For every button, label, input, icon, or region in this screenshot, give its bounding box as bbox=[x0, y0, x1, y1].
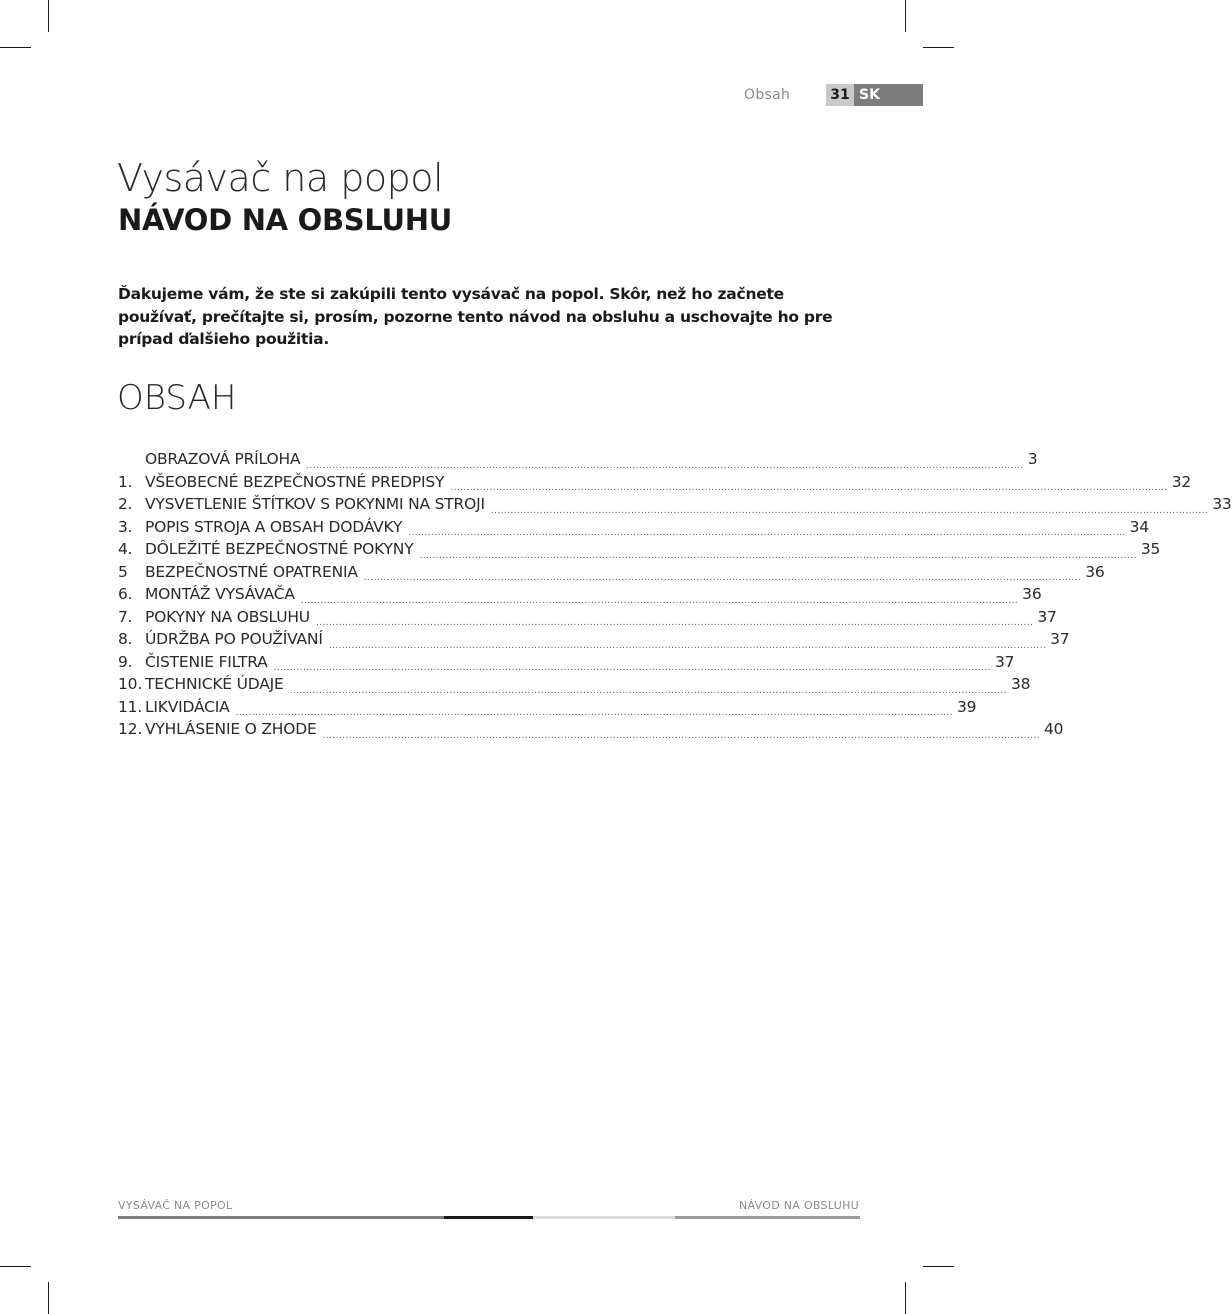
crop-mark bbox=[48, 0, 49, 32]
toc-entry-page: 34 bbox=[1129, 517, 1149, 536]
toc-entry bbox=[118, 697, 977, 721]
toc-entry-number: 9. bbox=[118, 652, 133, 671]
crop-mark bbox=[923, 47, 954, 48]
toc-dot-leader: ............................................................................................................................................................................................................................ bbox=[328, 640, 1047, 651]
toc-entry-page: 37 bbox=[1050, 630, 1070, 648]
crop-mark bbox=[48, 1282, 49, 1314]
crop-mark bbox=[0, 47, 31, 48]
toc-entry bbox=[118, 585, 1042, 608]
footer-bar-segment bbox=[444, 1216, 533, 1219]
toc-entry-label: OBRAZOVÁ PRÍLOHA bbox=[145, 450, 301, 468]
toc-entry bbox=[118, 517, 1149, 541]
intro-paragraph: Ďakujeme vám, že ste si zakúpili tento vysávač na popol. Skôr, než ho začnete používať, prečítajte si, prosím, pozorne tento návod na obsluhu a uschovajte ho pre prípad ďalšieho použitia. bbox=[118, 285, 833, 348]
toc-entry-label: VYSVETLENIE ŠTÍTKOV S POKYNMI NA STROJI bbox=[145, 495, 485, 513]
toc-entry-page: 37 bbox=[1037, 607, 1057, 626]
header-page-number: 31 bbox=[826, 84, 854, 106]
toc-entry bbox=[118, 720, 1064, 743]
toc-entry-number: 10. bbox=[118, 675, 143, 693]
toc-entry-number: 8. bbox=[118, 630, 133, 648]
toc-entry bbox=[118, 675, 1031, 698]
footer-right-label: NÁVOD NA OBSLUHU bbox=[738, 1199, 859, 1212]
footer-bar-segment bbox=[675, 1216, 860, 1219]
footer-bar-segment bbox=[118, 1216, 444, 1219]
toc-entry-label: TECHNICKÉ ÚDAJE bbox=[145, 675, 284, 693]
toc-heading: OBSAH bbox=[117, 378, 237, 418]
crop-mark bbox=[905, 1282, 906, 1314]
toc-entry-page: 39 bbox=[956, 697, 977, 716]
toc-dot-leader: ............................................................................................................................................................................................................................ bbox=[289, 685, 1007, 696]
table-of-contents bbox=[118, 450, 1232, 743]
toc-entry-number: 7. bbox=[118, 607, 133, 626]
toc-entry-page: 32 bbox=[1171, 472, 1192, 491]
toc-entry bbox=[118, 450, 1038, 473]
toc-dot-leader: ............................................................................................................................................................................................................................ bbox=[419, 550, 1137, 561]
toc-entry bbox=[118, 652, 1015, 676]
toc-entry-page: 3 bbox=[1027, 450, 1038, 468]
toc-dot-leader: ............................................................................................................................................................................................................................ bbox=[450, 483, 1168, 493]
crop-mark bbox=[0, 1266, 31, 1267]
toc-entry-page: 33 bbox=[1212, 495, 1232, 513]
toc-entry bbox=[118, 495, 1232, 518]
toc-dot-leader: ............................................................................................................................................................................................................................ bbox=[363, 573, 1082, 583]
toc-entry-page: 35 bbox=[1140, 540, 1161, 558]
document-title: Vysávač na popol bbox=[117, 156, 444, 200]
toc-dot-leader: ............................................................................................................................................................................................................................ bbox=[322, 730, 1040, 741]
toc-dot-leader: ............................................................................................................................................................................................................................ bbox=[315, 618, 1034, 628]
toc-entry-number: 3. bbox=[118, 517, 133, 536]
toc-entry-label: VYHLÁSENIE O ZHODE bbox=[145, 720, 317, 738]
toc-entry-label: POKYNY NA OBSLUHU bbox=[145, 607, 310, 626]
toc-entry-number: 11. bbox=[118, 697, 143, 716]
crop-mark bbox=[905, 0, 906, 32]
document-subtitle: NÁVOD NA OBSLUHU bbox=[118, 203, 452, 237]
toc-entry-number: 5 bbox=[118, 562, 128, 581]
toc-dot-leader: ............................................................................................................................................................................................................................ bbox=[306, 460, 1024, 471]
toc-entry-label: POPIS STROJA A OBSAH DODÁVKY bbox=[145, 517, 403, 536]
header-language-tab: SK bbox=[854, 84, 923, 106]
toc-entry-number: 2. bbox=[118, 495, 133, 513]
toc-dot-leader: ............................................................................................................................................................................................................................ bbox=[300, 595, 1019, 606]
toc-entry-label: ČISTENIE FILTRA bbox=[145, 652, 268, 671]
toc-entry-label: DÔLEŽITÉ BEZPEČNOSTNÉ POKYNY bbox=[145, 540, 414, 558]
toc-entry-label: MONTÁŽ VYSÁVAČA bbox=[145, 585, 295, 603]
toc-entry-page: 37 bbox=[994, 652, 1015, 671]
footer-left-label: VYSÁVAČ NA POPOL bbox=[118, 1199, 233, 1212]
toc-entry-number: 4. bbox=[118, 540, 133, 558]
toc-entry-number: 6. bbox=[118, 585, 133, 603]
toc-dot-leader: ............................................................................................................................................................................................................................ bbox=[273, 663, 991, 673]
toc-entry-page: 36 bbox=[1085, 562, 1105, 581]
toc-entry bbox=[118, 540, 1161, 563]
toc-entry-label: ÚDRŽBA PO POUŽÍVANÍ bbox=[145, 630, 323, 648]
toc-entry-label: VŠEOBECNÉ BEZPEČNOSTNÉ PREDPISY bbox=[145, 472, 445, 491]
toc-entry bbox=[118, 562, 1105, 586]
toc-entry-number: 12. bbox=[118, 720, 143, 738]
toc-entry-page: 40 bbox=[1043, 720, 1064, 738]
toc-entry-page: 36 bbox=[1022, 585, 1042, 603]
toc-dot-leader: ............................................................................................................................................................................................................................ bbox=[490, 505, 1209, 516]
toc-entry-page: 38 bbox=[1010, 675, 1031, 693]
toc-entry bbox=[118, 630, 1070, 653]
footer-bar-segment bbox=[533, 1216, 675, 1219]
toc-entry bbox=[118, 472, 1192, 496]
toc-entry-label: BEZPEČNOSTNÉ OPATRENIA bbox=[145, 562, 358, 581]
toc-entry-number: 1. bbox=[118, 472, 133, 491]
toc-entry bbox=[118, 607, 1057, 631]
crop-mark bbox=[923, 1266, 954, 1267]
toc-dot-leader: ............................................................................................................................................................................................................................ bbox=[408, 528, 1126, 538]
toc-dot-leader: ............................................................................................................................................................................................................................ bbox=[235, 708, 953, 718]
header-section-name: Obsah bbox=[744, 87, 791, 103]
toc-entry-label: LIKVIDÁCIA bbox=[145, 697, 230, 716]
